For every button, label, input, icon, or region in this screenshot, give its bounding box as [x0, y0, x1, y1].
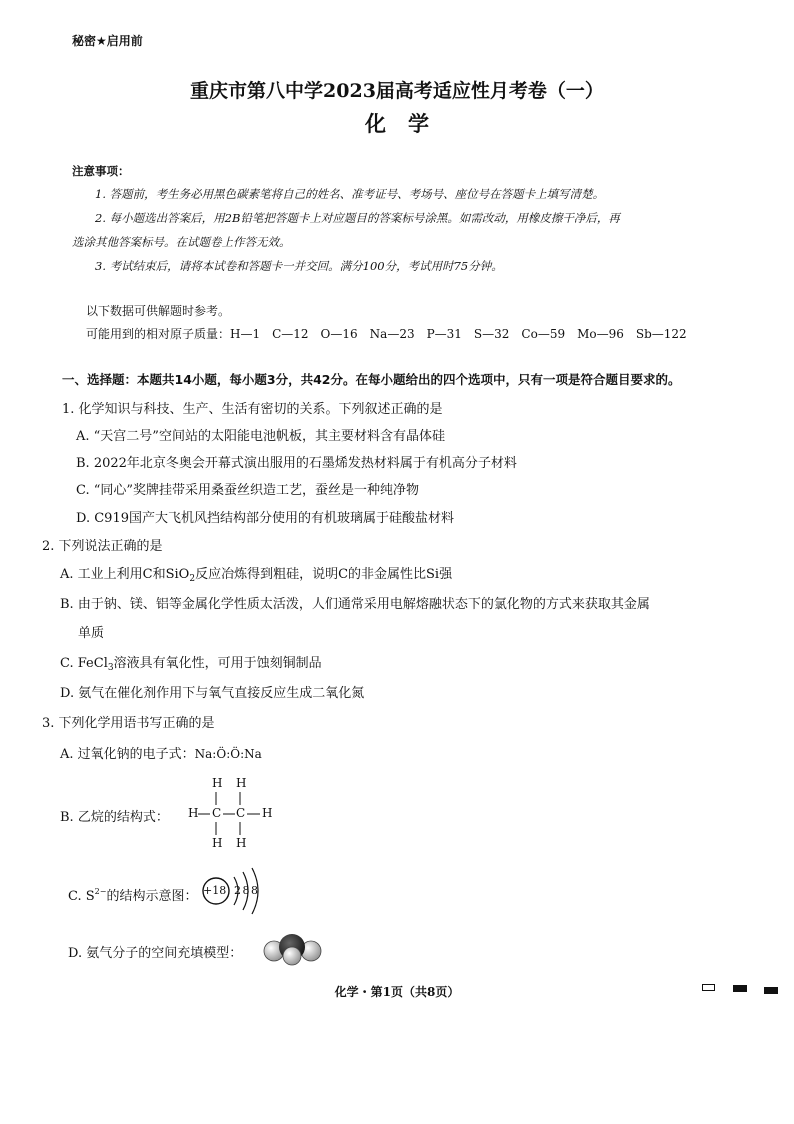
reference-intro: 以下数据可供解题时参考。 — [86, 304, 231, 318]
q2-stem: 2. 下列说法正确的是 — [42, 539, 163, 554]
sulfide-nucleus: +18 — [203, 884, 227, 897]
atomic-masses: 可能用到的相对原子质量：H—1 C—12 O—16 Na—23 P—31 S—32 Co—59 Mo—96 Sb—122 — [86, 327, 687, 341]
ethane-h-bottom-1: H — [212, 836, 223, 850]
q3-option-a: A. 过氧化钠的电子式：Na:Ö:Ö:Na — [60, 747, 262, 762]
note-item-1: 1. 答题前，考生务必用黑色碳素笔将自己的姓名、准考证号、考场号、座位号在答题卡上填写清楚。 — [95, 187, 605, 201]
q2-option-b: B. 由于钠、镁、铝等金属化学性质太活泼，人们通常采用电解熔融状态下的氯化物的方式来获取其金属 — [60, 597, 650, 612]
q1-option-d: D. C919国产大飞机风挡结构部分使用的有机玻璃属于硅酸盐材料 — [76, 511, 454, 526]
q2-option-d: D. 氨气在催化剂作用下与氧气直接反应生成二氧化氮 — [60, 686, 365, 701]
q3-stem: 3. 下列化学用语书写正确的是 — [42, 716, 215, 731]
q1-option-b: B. 2022年北京冬奥会开幕式演出服用的石墨烯发热材料属于有机高分子材料 — [76, 456, 517, 471]
q3-option-d-label: D. 氨气分子的空间充填模型： — [68, 946, 243, 961]
ammonia-space-filling-model — [262, 932, 324, 966]
confidential-label: 秘密★启用前 — [72, 34, 143, 48]
ethane-bonds — [185, 776, 275, 852]
ethane-c-2: C — [236, 806, 246, 820]
ethane-h-left: H — [188, 806, 199, 820]
q1-stem: 1. 化学知识与科技、生产、生活有密切的关系。下列叙述正确的是 — [62, 402, 443, 417]
q2-option-c: C. FeCl$_3$溶液具有氧化性，可用于蚀刻铜制品 — [60, 656, 322, 673]
q3-option-c-label: C. $S^{2-}$的结构示意图： — [68, 887, 198, 904]
scan-mark-solid-2 — [764, 987, 778, 994]
q2-option-a: A. 工业上利用C和SiO$_2$反应冶炼得到粗硅，说明C的非金属性比Si强 — [60, 567, 453, 584]
ethane-h-top-1: H — [212, 776, 223, 790]
subject-title: 化学 — [365, 111, 451, 136]
exam-title: 重庆市第八中学2023届高考适应性月考卷（一） — [190, 80, 604, 102]
ethane-c-1: C — [212, 806, 222, 820]
q1-option-a: A. “天宫二号”空间站的太阳能电池帆板，其主要材料含有晶体硅 — [76, 429, 445, 444]
sulfide-electron-counts: 2 8 8 — [234, 884, 257, 897]
note-item-2-cont: 选涂其他答案标号。在试题卷上作答无效。 — [72, 235, 291, 249]
section-heading: 一、选择题：本题共14小题，每小题3分，共42分。在每小题给出的四个选项中，只有一项是符合题目要求的。 — [62, 372, 681, 387]
ethane-h-top-2: H — [236, 776, 247, 790]
page-footer: 化学・第1页（共8页） — [334, 985, 460, 999]
q3-option-b-label: B. 乙烷的结构式： — [60, 810, 169, 825]
note-item-3: 3. 考试结束后，请将本试卷和答题卡一并交回。满分100分，考试用时75分钟。 — [95, 259, 503, 273]
q2-option-b-cont: 单质 — [78, 626, 105, 641]
note-item-2: 2. 每小题选出答案后，用2B铅笔把答题卡上对应题目的答案标号涂黑。如需改动，用橡皮擦干净后，再 — [95, 211, 620, 225]
scan-mark-outline — [702, 984, 715, 991]
ethane-h-bottom-2: H — [236, 836, 247, 850]
notes-heading: 注意事项： — [72, 164, 130, 178]
ethane-h-right: H — [262, 806, 273, 820]
sodium-peroxide-formula: Na:Ö:Ö:Na — [194, 747, 262, 761]
q1-option-c: C. “同心”奖牌挂带采用桑蚕丝织造工艺，蚕丝是一种纯净物 — [76, 483, 420, 498]
scan-mark-solid-1 — [733, 985, 747, 992]
